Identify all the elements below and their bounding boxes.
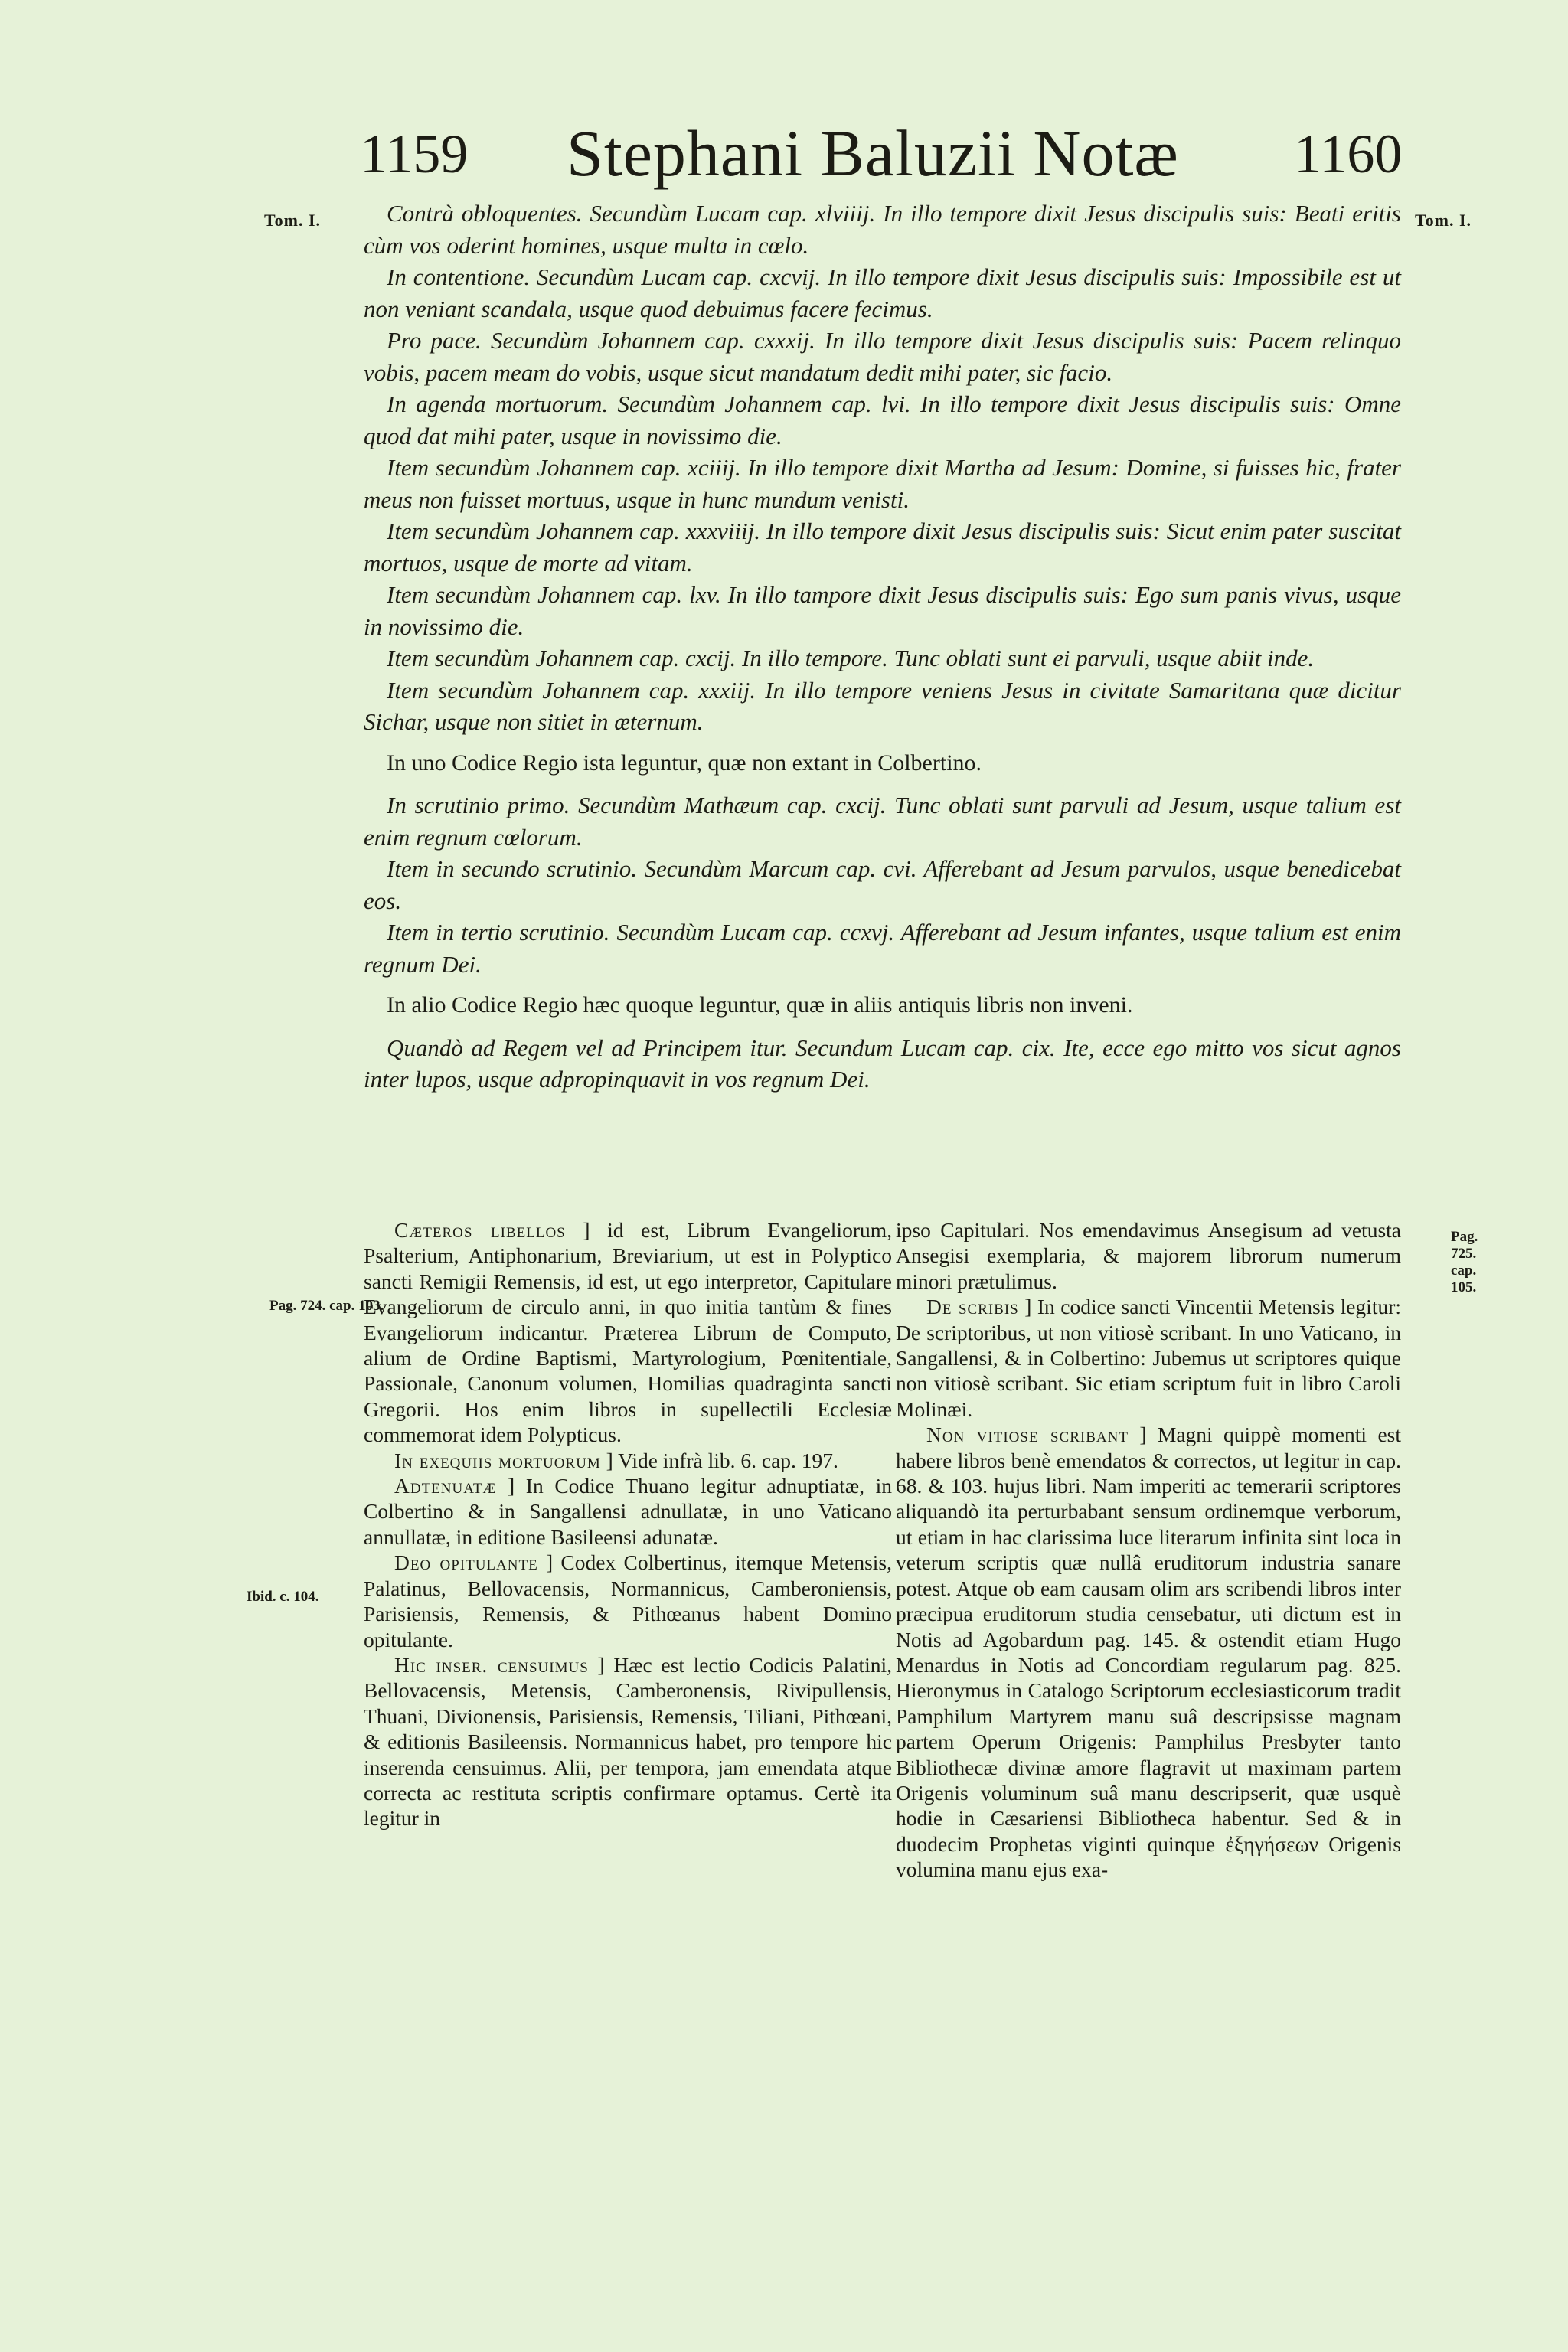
note-lemma: Non vitiose scribant (926, 1423, 1129, 1447)
editorial-note: In alio Codice Regio hæc quoque leguntur, quæ in aliis antiquis libris non inveni. (387, 992, 1133, 1018)
note-lemma: Hic inser. censuimus (394, 1652, 589, 1677)
note-text: ] Hæc est lectio Codicis Palatini, Bellovacensis, Metensis, Camberonensis, Rivipullensis, Thuani, Divionensis, Parisiensis, Remensis, Tiliani, Pithœani, & editionis Basileensis. Normannicus habet, pro tempore hic inserenda censuimus. Alii, per tempora, jam emendata atque correcta ac restituta scriptis confirmare optamus. Certè ita legitur in (364, 1652, 893, 1831)
margin-reference: Pag. 725. cap. 105. (1451, 1229, 1478, 1295)
note-entry (896, 1422, 1401, 1882)
note-entry (364, 1473, 892, 1550)
note-entry (364, 1652, 892, 1831)
note-text: ] In codice sancti Vincentii Metensis legitur: De scriptoribus, ut non vitiosè scribant. In uno Vaticano, in Sangallensi, & in Colbertino: Jubemus ut scriptores quique non vitiosè scribant. Sic etiam scriptum fuit in libro Caroli Molinæi. (896, 1295, 1402, 1421)
margin-reference: Pag. 724. cap. 103. (270, 1298, 384, 1314)
margin-reference: Ibid. c. 104. (247, 1589, 319, 1605)
lectionary-entry: In agenda mortuorum. Secundùm Johannem cap. lvi. In illo tempore dixit Jesus discipulis suis: Omne quod dat mihi pater, usque in novissimo die. (364, 390, 1401, 449)
margin-volume-left: Tom. I. (264, 211, 322, 230)
lectionary-list (364, 198, 1401, 1096)
note-entry (364, 1217, 892, 1448)
note-text: ] Vide infrà lib. 6. cap. 197. (606, 1448, 838, 1472)
lectionary-entry: Item secundùm Johannem cap. xxxiij. In illo tempore veniens Jesus in civitate Samaritana quæ dicitur Sichar, usque non sitiet in æternum. (364, 676, 1401, 735)
note-text: ] id est, Librum Evangeliorum, Psalterium, Antiphonarium, Breviarium, ut est in Polyptico sancti Remigii Remensis, id est, ut ego interpretor, Capitulare Evangeliorum de circulo anni, in quo initia tantùm & fines Evangeliorum indicantur. Præterea Librum de Computo, alium de Ordine Baptismi, Martyrologium, Pœnitentiale, Passionale, Canonum volumen, Homilias quadraginta sancti Gregorii. Hos enim libros in supellectili Ecclesiæ commemorat idem Polypticus. (364, 1218, 892, 1447)
note-lemma: De scribis (926, 1295, 1019, 1319)
note-text: ] In Codice Thuano legitur adnuptiatæ, in Colbertino & in Sangallensi adnullatæ, in uno Vaticano annullatæ, in editione Basileensi adunatæ. (364, 1474, 892, 1549)
note-lemma: Deo opitulante (394, 1550, 538, 1575)
notes-column-left (364, 1217, 892, 1831)
lectionary-entry: Item in secundo scrutinio. Secundùm Marcum cap. cvi. Afferebant ad Jesum parvulos, usque benedicebat eos. (364, 855, 1401, 914)
page-header (0, 115, 1568, 207)
page-number-left: 1159 (360, 123, 469, 185)
note-entry (896, 1217, 1401, 1294)
margin-volume-right: Tom. I. (1415, 211, 1472, 230)
lectionary-entry: Item in tertio scrutinio. Secundùm Lucam cap. ccxvj. Afferebant ad Jesum infantes, usque talium est enim regnum Dei. (364, 919, 1401, 978)
note-text: ] Magni quippè momenti est habere libros benè emendatos & correctos, ut legitur in cap. 68. & 103. hujus libri. Nam imperiti ac temerarii scriptores aliquandò ita perturbabant sensum ordinemque verborum, ut etiam in hac clarissima luce literarum infinita sint loca in veterum scriptis quæ nullâ eruditorum industria sanare potest. Atque ob eam causam olim ars scribendi libros inter præcipua eruditorum studia censebatur, uti dictum est in Notis ad Agobardum pag. 145. & ostendit etiam Hugo Menardus in Notis ad Concordiam regularum pag. 825. Hieronymus in Catalogo Scriptorum ecclesiasticorum tradit Pamphilum Martyrem manu suâ descripsisse magnam partem Operum Origenis: Pamphilus Presbyter tanto Bibliothecæ divinæ amore flagravit ut maximam partem Origenis voluminum suâ manu descripserit, quæ usquè hodie in Cæsariensi Bibliotheca habentur. Sed & in duodecim Prophetas viginti quinque ἐξηγήσεων Origenis volumina manu ejus exa- (896, 1423, 1401, 1882)
lectionary-entry: In scrutinio primo. Secundùm Mathæum cap. cxcij. Tunc oblati sunt parvuli ad Jesum, usque talium est enim regnum cœlorum. (364, 792, 1401, 851)
note-lemma: In exequiis mortuorum (394, 1448, 601, 1472)
note-text: ] Codex Colbertinus, itemque Metensis, Palatinus, Bellovacensis, Normannicus, Camberoniensis, Parisiensis, Remensis, & Pithœanus habent Domino opitulante. (364, 1550, 892, 1651)
note-entry (364, 1550, 892, 1652)
lectionary-entry: Quandò ad Regem vel ad Principem itur. Secundum Lucam cap. cix. Ite, ecce ego mitto vos sicut agnos inter lupos, usque adpropinquavit in vos regnum Dei. (364, 1034, 1401, 1093)
note-lemma: Adtenuatæ (394, 1474, 497, 1498)
lectionary-entry: Pro pace. Secundùm Johannem cap. cxxxij. In illo tempore dixit Jesus discipulis suis: Pacem relinquo vobis, pacem meam do vobis, usque sicut mandatum dedit mihi pater, sic facio. (364, 327, 1401, 386)
lectionary-entry: Item secundùm Johannem cap. xxxviiij. In illo tempore dixit Jesus discipulis suis: Sicut enim pater suscitat mortuos, usque de morte ad vitam. (364, 518, 1401, 577)
lectionary-entry: Contrà obloquentes. Secundùm Lucam cap. xlviiij. In illo tempore dixit Jesus discipulis suis: Beati eritis cùm vos oderint homines, usque multa in cœlo. (364, 200, 1401, 259)
note-lemma: Cæteros libellos (394, 1218, 566, 1242)
lectionary-entry: In contentione. Secundùm Lucam cap. cxcvij. In illo tempore dixit Jesus discipulis suis: Impossibile est ut non veniant scandala, usque quod debuimus facere fecimus. (364, 263, 1401, 322)
note-text: ipso Capitulari. Nos emendavimus Ansegisum ad vetusta Ansegisi exemplaria, & majorem librorum numerum minori prætulimus. (896, 1218, 1401, 1293)
lectionary-entry: Item secundùm Johannem cap. cxcij. In illo tempore. Tunc oblati sunt ei parvuli, usque abiit inde. (387, 645, 1315, 671)
lectionary-entry: Item secundùm Johannem cap. xciiij. In illo tempore dixit Martha ad Jesum: Domine, si fuisses hic, frater meus non fuisset mortuus, usque in hunc mundum venisti. (364, 454, 1401, 513)
page-number-right: 1160 (1294, 123, 1403, 185)
running-title: Stephani Baluzii Notæ (567, 116, 1179, 190)
lectionary-entry: Item secundùm Johannem cap. lxv. In illo tampore dixit Jesus discipulis suis: Ego sum panis vivus, usque in novissimo die. (364, 581, 1401, 640)
note-entry (364, 1448, 892, 1473)
note-entry (896, 1294, 1401, 1422)
notes-column-right (896, 1217, 1401, 1883)
editorial-note: In uno Codice Regio ista leguntur, quæ non extant in Colbertino. (387, 750, 982, 776)
